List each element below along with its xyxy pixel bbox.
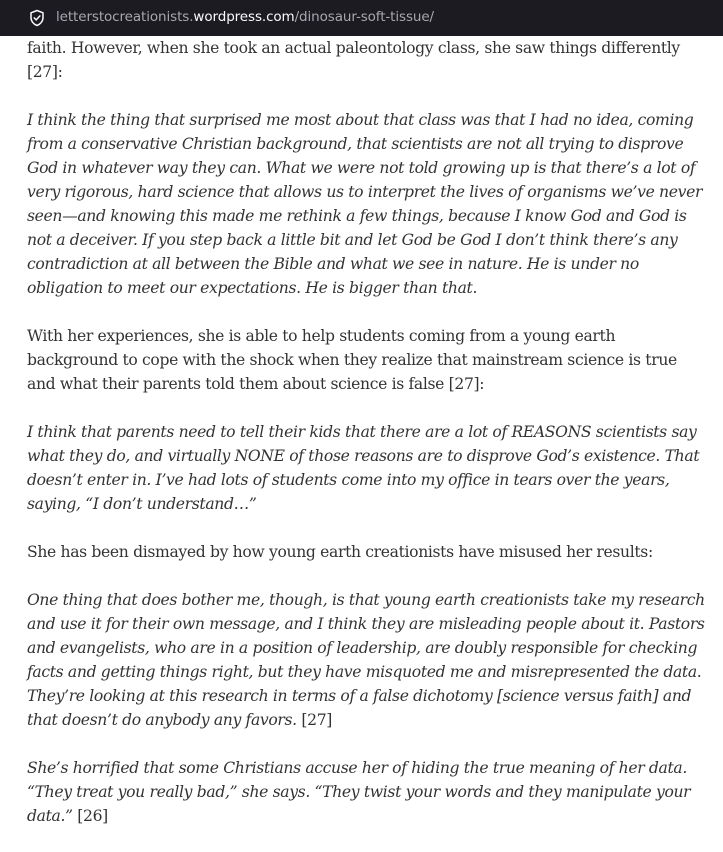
paragraph-experiences [27, 324, 707, 396]
paragraph-text: With her experiences, she is able to help students coming from a young earth background to cope with the shock when they realize that mainstream science is true and what their parents told them about science is false [27]: [27, 327, 677, 393]
url-text[interactable] [56, 9, 434, 25]
blockquote-parents [27, 420, 707, 516]
quote-text: I think that parents need to tell their kids that there are a lot of REASONS scientists say what they do, and virtually NONE of those reasons are to disprove God’s existence. That doesn’t enter in. I’ve had lots of students come into my office in tears over the years, saying, “I don’t understand…” [27, 423, 700, 513]
article-body [27, 36, 707, 852]
blockquote-misuse [27, 588, 707, 732]
shield-check-icon[interactable] [28, 9, 46, 27]
paragraph-text: She has been dismayed by how young earth creationists have misused her results: [27, 543, 653, 561]
quote-text: One thing that does bother me, though, is that young earth creationists take my research and use it for their own message, and I think they are misleading people about it. Pastors and evangelists, who are in a position of leadership, are doubly responsible for checking facts and getting things right, but they have misquoted me and misrepresented the data. They’re looking at this research in terms of a false dichotomy [science versus faith] and that doesn’t do anybody any favors. [27, 591, 705, 729]
url-host-prefix: letterstocreationists. [56, 9, 194, 25]
blockquote-horrified [27, 756, 707, 828]
paragraph-dismayed [27, 540, 707, 564]
quote-text: I think the thing that surprised me most about that class was that I had no idea, coming from a conservative Christian background, that scientists are not all trying to disprove God in whatever way they can. What we were not told growing up is that there’s a lot of very rigorous, hard science that allows us to interpret the lives of organisms we’ve never seen—and knowing this made me rethink a few things, because I know God and God is not a deceiver. If you step back a little bit and let God be God I don’t think there’s any contradiction at all between the Bible and what we see in nature. He is under no obligation to meet our expectations. He is bigger than that. [27, 111, 703, 297]
quote-text: She’s horrified that some Christians accuse her of hiding the true meaning of her data. “They treat you really bad,” she says. “They twist your words and they manipulate your data.” [27, 759, 691, 825]
browser-url-bar[interactable] [0, 0, 723, 36]
blockquote-surprise [27, 108, 707, 300]
citation-27: [27] [296, 711, 333, 729]
paragraph-text: faith. However, when she took an actual paleontology class, she saw things differently [27]: [27, 39, 680, 81]
url-path: /dinosaur-soft-tissue/ [294, 9, 435, 25]
url-host-main: wordpress.com [193, 9, 295, 25]
citation-26: [26] [72, 807, 108, 825]
paragraph-intro [27, 36, 707, 84]
